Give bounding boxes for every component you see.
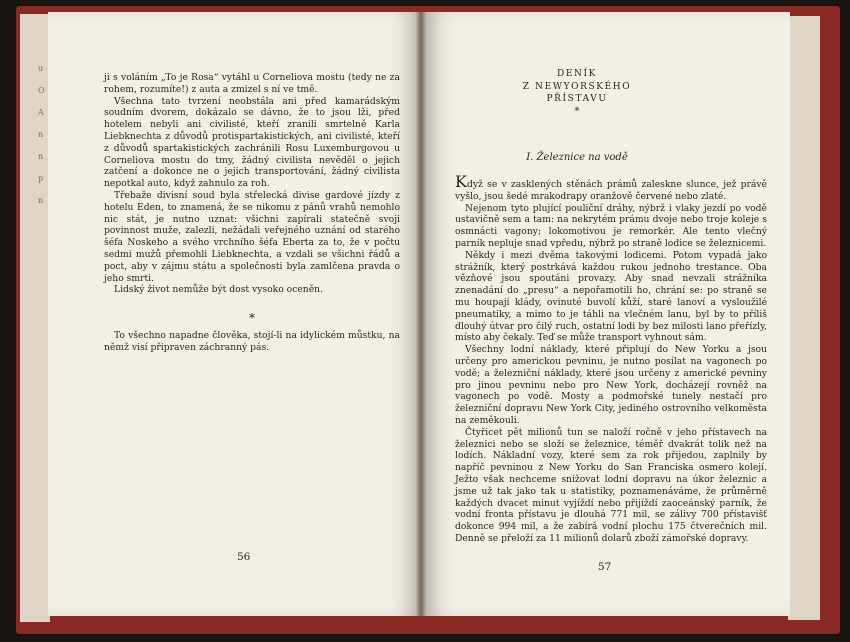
margin-mark: u <box>38 64 44 73</box>
left-paragraph: To všechno napadne člověka, stojí-li na idylickém můstku, na němž visí připraven záchranný pás. <box>104 330 400 353</box>
left-paragraph: ji s voláním „To je Rosa“ vytáhl u Corneliova mostu (tedy ne za rohem, rozumíte!) z auta a zmizel s ní ve tmě. <box>104 72 400 95</box>
right-paragraph: Někdy i mezi dvěma takovými lodicemi. Potom vypadá jako strážník, který postrkává každou rukou jednoho trestance. Oba vězňové jsou spoutáni provazy. Aby snad nevzali strážníka znenadání do „presu“ a nepořamotili ho, chrání se: po straně se mu houpají klády, ovinuté buvolí kůží, staré lanoví a vysloužilé pneumatiky, a mimo to je táhli na vlečném lanu, byl by to příliš dlouhý útvar pro čilý ruch, ostatní lodi by bez milosti lano přeřízly, místo aby čekaly. Teď se může transport vyhnout sám. <box>455 249 767 344</box>
margin-mark: O <box>38 86 45 95</box>
title-line: PŘÍSTAVU <box>546 94 608 104</box>
page-number-left: 56 <box>237 551 251 563</box>
section-separator: * <box>249 311 255 326</box>
right-paragraph: Čtyřicet pět milionů tun se naloží ročně v jeho přístavech na železnici nebo se složí se železnice, téměř dvakrát tolik než na lodích. Nákladní vozy, které sem za rok přijedou, zaplnily by napříč pevninou z New Yorku do San Franciska osmero kolejí. Ježto však nechceme snižovat lodní dopravu na úkor železnic a jsme už tak jako tak u statistiky, poznamenáváme, že průměrně každých dvacet minut vyjíždí nebo přijíždí zaoceánský parník, že vodní fronta přístavu je dlouhá 771 mil, se zálivy 700 přístavišť dokonce 994 mil, a že zabírá vodní plochu 175 čtverečních mil. Denně se přeloží za 11 milionů dolarů zboží zámořské dopravy. <box>455 426 767 544</box>
title-line: Z NEWYORSKÉHO <box>522 81 632 92</box>
left-page-body <box>104 72 400 354</box>
margin-mark: n <box>38 130 44 139</box>
left-paragraph: Třebaže divisní soud byla střelecká divise gardové jízdy z hotelu Eden, to znamená, že se nikomu z pánů vrahů nemohlo nic stát, je nutno uznat: všichni zapírali statečně svoji povinnost muže, zalezli, nežádali veřejného uznání od starého šéfa Noskeho a svého vrchního šéfa Eberta za to, že v počtu sedmi mužů přemohli Liebknechta, a vzdali se všichni řádů a poct, aby v zájmu státu a společnosti byla zamlčena pravda o jeho smrti. <box>104 189 400 284</box>
left-paragraph: Všechna tato tvrzení neobstála ani před kamarádským soudním dvorem, dokázalo se dávno, že to jsou lži, před hotelem nebyli ani civilisté, kteří zranili smrtelně Karla Liebknechta z důvodů protispartakistických, ani civilisté, kteří z důvodů spartakistických zachránili Rosu Luxemburgovou u Corneliova mostu do tmy, žádný civilista nevěděl o jejich zatčení a dokonce ne o jejich transportování, žádný civilista nepotkal auto, když zahnulo za roh. <box>104 95 400 190</box>
left-paragraph: Lidský život nemůže být dost vysoko oceněn. <box>114 284 323 296</box>
title-line: DENÍK <box>557 69 597 79</box>
right-paragraph-text: dyž se v zasklených stěnách prámů zaleskne slunce, jež právě vyšlo, jsou šedé mrakodrapy oranžově červené nebo zlaté. <box>455 179 767 202</box>
page-number-right: 57 <box>598 561 612 573</box>
margin-mark: A <box>38 108 44 117</box>
book-gutter <box>416 12 426 616</box>
drop-cap: K <box>455 172 467 191</box>
right-paragraph: Všechny lodní náklady, které připlují do New Yorku a jsou určeny pro americkou pevninu, je nutno posílat na vagonech po vodě; a železniční náklady, které jsou určeny z americké pevniny pro jinou pevninu nebo pro New York, docházejí rovněž na vagonech po vodě. Mosty a podmořské tunely nestačí pro železniční dopravu New York City, jediného ostrovního velkoměsta na zeměkouli. <box>455 344 767 426</box>
article-title <box>474 68 680 118</box>
margin-mark: n <box>38 196 44 205</box>
margin-mark: p <box>38 174 44 183</box>
right-page-body <box>455 172 767 545</box>
margin-bleed-through <box>38 58 48 212</box>
right-paragraph <box>455 172 767 203</box>
chapter-heading: I. Železnice na vodě <box>526 152 628 163</box>
title-star: * <box>574 105 580 117</box>
page-edges-right <box>788 16 820 620</box>
margin-mark: n <box>38 152 44 161</box>
right-paragraph: Nejenom tyto plující pouliční dráhy, nýbrž i vlaky jezdí po vodě ustavičně sem a tam: na nekrytém prámu dvoje nebo troje koleje s osmnácti vagony; lokomotivou je remorkér. Ale tento vlečný parník nepluje snad vpředu, nýbrž po straně lodice se železnicemi. <box>455 202 767 249</box>
